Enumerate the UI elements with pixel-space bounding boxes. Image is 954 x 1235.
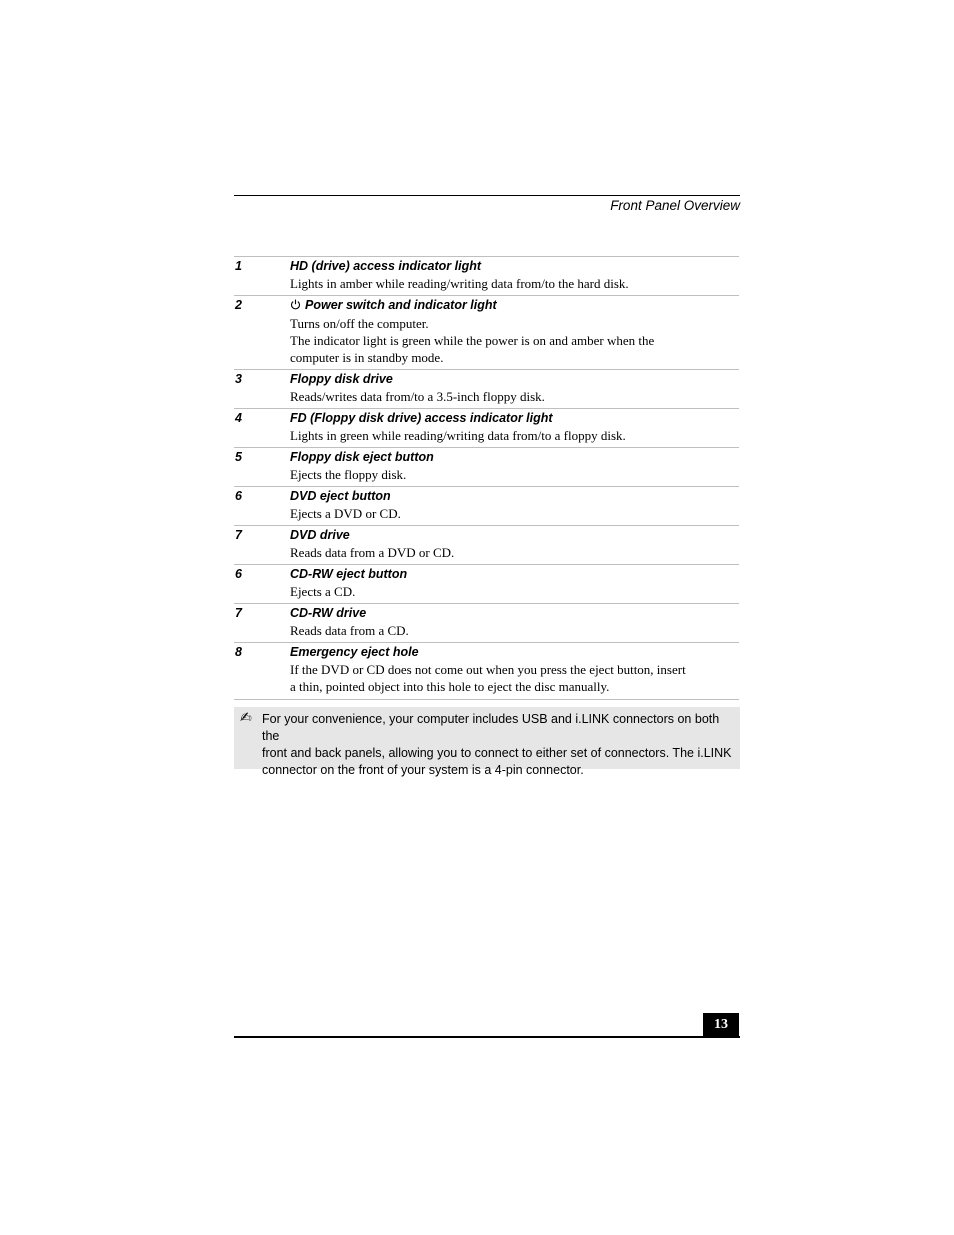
item-description: Lights in green while reading/writing data from/to a floppy disk. [290,428,626,443]
item-title: Power switch and indicator light [305,298,497,312]
item-title: Emergency eject hole [290,645,419,659]
list-item [234,409,739,448]
note-line: For your convenience, your computer includes USB and i.LINK connectors on both the [262,712,720,743]
list-item [234,643,739,700]
component-list [234,256,739,700]
list-item [234,296,739,370]
note-box [234,707,740,777]
note-line: front and back panels, allowing you to connect to either set of connectors. The i.LINK [262,746,732,760]
item-number: 2 [235,298,242,312]
item-title: Floppy disk drive [290,372,393,386]
item-description: Reads/writes data from/to a 3.5-inch floppy disk. [290,389,545,404]
item-title: Floppy disk eject button [290,450,434,464]
item-description: Lights in amber while reading/writing data from/to the hard disk. [290,276,629,291]
note-line: connector on the front of your system is a 4-pin connector. [262,763,584,777]
item-description: Ejects a CD. [290,584,356,599]
item-number: 6 [235,489,242,503]
item-description: Reads data from a DVD or CD. [290,545,455,560]
item-number: 7 [235,606,242,620]
item-title: FD (Floppy disk drive) access indicator light [290,411,553,425]
page-number: 13 [703,1013,739,1036]
header-rule [234,195,740,196]
item-title: DVD eject button [290,489,391,503]
item-title: HD (drive) access indicator light [290,259,482,273]
footer-rule [234,1036,740,1038]
item-number: 5 [235,450,242,464]
item-number: 3 [235,372,242,386]
list-item [234,487,739,526]
item-description: computer is in standby mode. [290,350,444,365]
item-number: 8 [235,645,242,659]
item-description: Reads data from a CD. [290,623,409,638]
list-item [234,257,739,296]
power-icon [290,298,301,315]
item-description: Turns on/off the computer. [290,316,429,331]
item-description: If the DVD or CD does not come out when you press the eject button, insert [290,662,686,677]
list-item [234,526,739,565]
item-description: Ejects a DVD or CD. [290,506,401,521]
item-title: CD-RW eject button [290,567,408,581]
list-item [234,604,739,643]
item-number: 7 [235,528,242,542]
item-number: 4 [235,411,242,425]
list-item [234,565,739,604]
note-text [262,711,736,779]
item-title: CD-RW drive [290,606,367,620]
item-number: 6 [235,567,242,581]
item-description: The indicator light is green while the power is on and amber when the [290,333,655,348]
list-item [234,370,739,409]
section-title: Front Panel Overview [610,198,740,213]
item-title: DVD drive [290,528,350,542]
item-number: 1 [235,259,242,273]
item-description: a thin, pointed object into this hole to eject the disc manually. [290,679,610,694]
item-description: Ejects the floppy disk. [290,467,407,482]
pencil-note-icon: ✍ [240,710,252,726]
item-title-row [290,297,739,315]
list-item [234,448,739,487]
